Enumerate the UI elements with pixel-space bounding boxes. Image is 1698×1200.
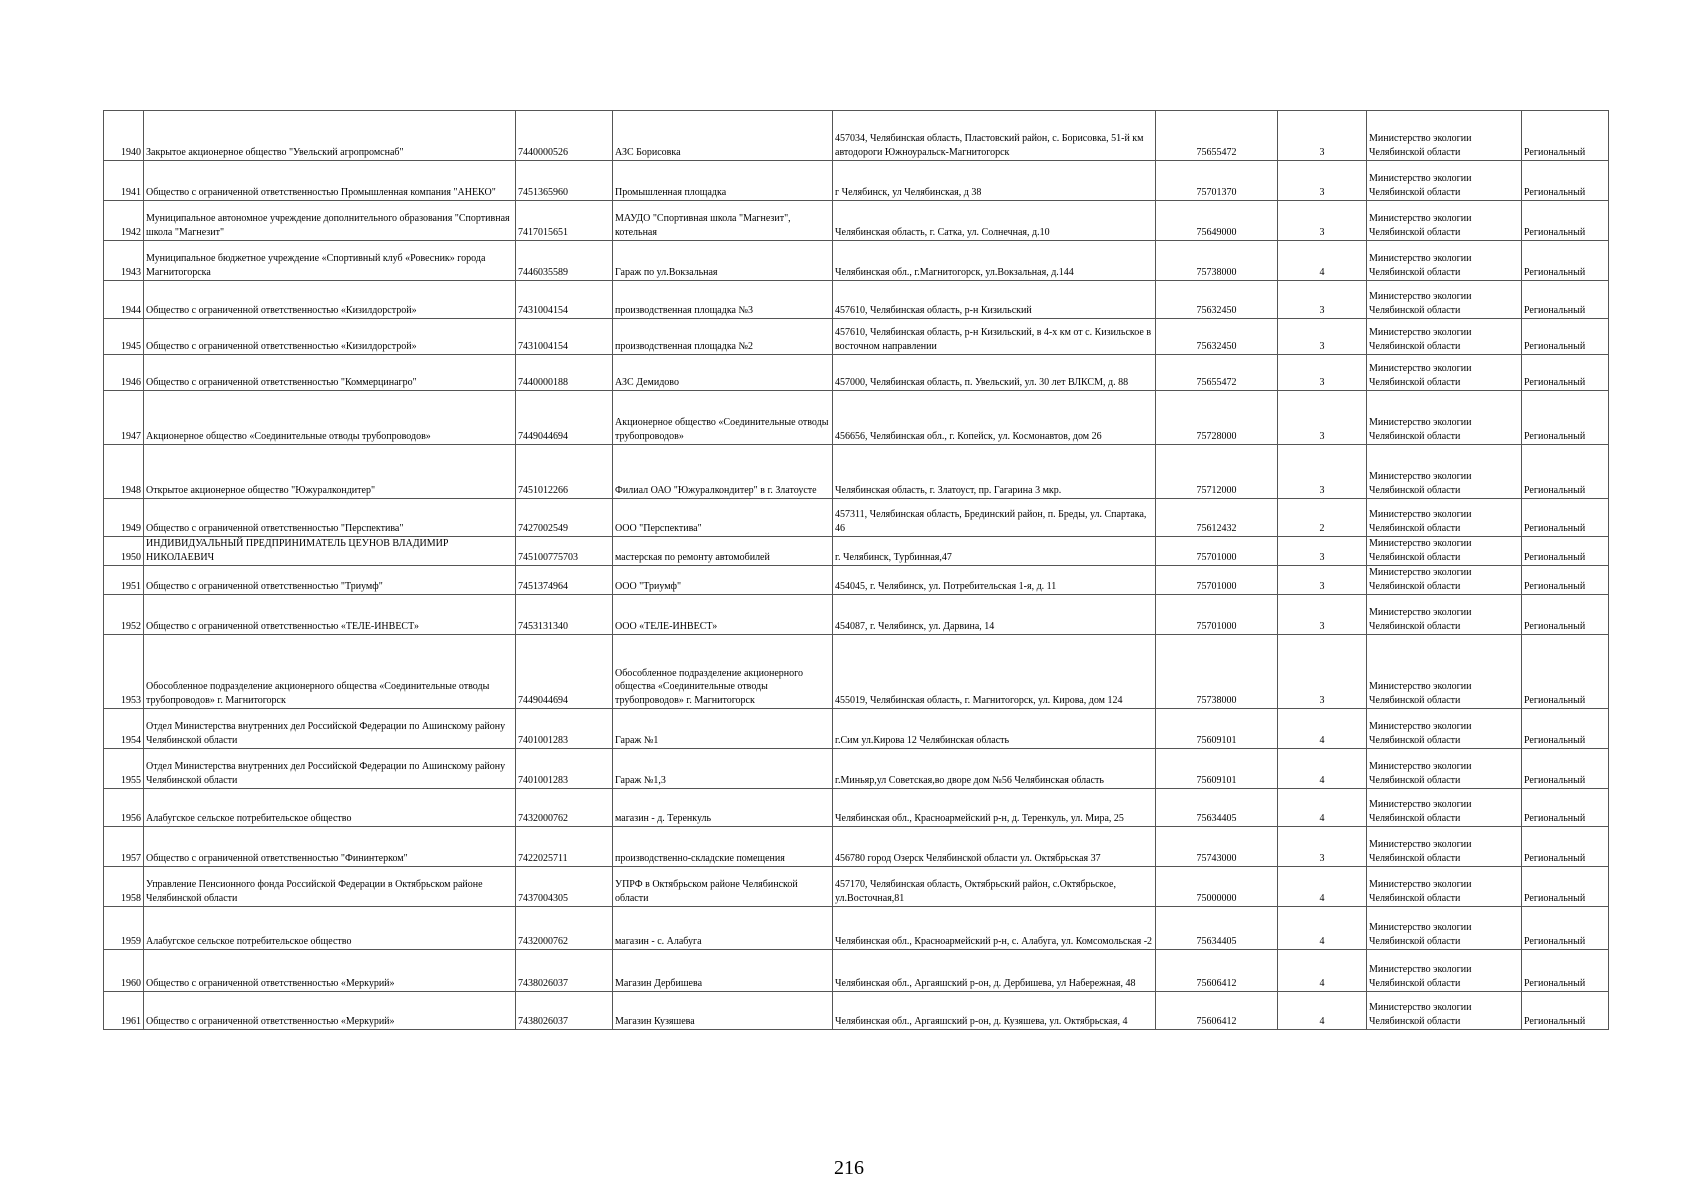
cell-supervision-type: Региональный — [1522, 161, 1609, 201]
cell-authority: Министерство экологии Челябинской области — [1367, 319, 1522, 355]
cell-object: магазин - с. Алабуга — [613, 907, 833, 950]
cell-category: 3 — [1278, 445, 1367, 499]
cell-address: Челябинская обл., Аргаяшский р-он, д. Кузяшева, ул. Октябрьская, 4 — [833, 992, 1156, 1030]
cell-category: 4 — [1278, 907, 1367, 950]
cell-number: 1943 — [104, 241, 144, 281]
cell-supervision-type: Региональный — [1522, 566, 1609, 595]
table-row — [104, 907, 1609, 950]
cell-number: 1957 — [104, 827, 144, 867]
cell-organization: Общество с ограниченной ответственностью «ТЕЛЕ-ИНВЕСТ» — [144, 595, 516, 635]
table-row — [104, 161, 1609, 201]
cell-authority: Министерство экологии Челябинской области — [1367, 355, 1522, 391]
table-row — [104, 355, 1609, 391]
cell-category: 4 — [1278, 867, 1367, 907]
cell-object: Гараж №1 — [613, 709, 833, 749]
cell-oktmo: 75634405 — [1156, 789, 1278, 827]
cell-supervision-type: Региональный — [1522, 789, 1609, 827]
cell-category: 3 — [1278, 161, 1367, 201]
cell-number: 1955 — [104, 749, 144, 789]
table-row — [104, 789, 1609, 827]
cell-supervision-type: Региональный — [1522, 355, 1609, 391]
cell-object: ООО «ТЕЛЕ-ИНВЕСТ» — [613, 595, 833, 635]
table-row — [104, 241, 1609, 281]
cell-number: 1961 — [104, 992, 144, 1030]
table-row — [104, 709, 1609, 749]
cell-address: Челябинская обл., Красноармейский р-н, д. Теренкуль, ул. Мира, 25 — [833, 789, 1156, 827]
cell-authority: Министерство экологии Челябинской области — [1367, 749, 1522, 789]
cell-organization: Общество с ограниченной ответственностью "Триумф" — [144, 566, 516, 595]
cell-address: Челябинская обл., Красноармейский р-н, с. Алабуга, ул. Комсомольская -2 — [833, 907, 1156, 950]
cell-organization: Закрытое акционерное общество "Увельский агропромснаб" — [144, 111, 516, 161]
cell-inn: 7451374964 — [516, 566, 613, 595]
cell-oktmo: 75701000 — [1156, 566, 1278, 595]
cell-inn: 7431004154 — [516, 319, 613, 355]
cell-number: 1948 — [104, 445, 144, 499]
cell-object: магазин - д. Теренкуль — [613, 789, 833, 827]
cell-oktmo: 75701000 — [1156, 595, 1278, 635]
cell-oktmo: 75632450 — [1156, 281, 1278, 319]
cell-address: 455019, Челябинская область, г. Магнитогорск, ул. Кирова, дом 124 — [833, 635, 1156, 709]
cell-oktmo: 75649000 — [1156, 201, 1278, 241]
cell-authority: Министерство экологии Челябинской области — [1367, 445, 1522, 499]
registry-table-body — [104, 111, 1609, 1030]
cell-authority: Министерство экологии Челябинской области — [1367, 201, 1522, 241]
cell-inn: 7432000762 — [516, 907, 613, 950]
cell-number: 1946 — [104, 355, 144, 391]
cell-supervision-type: Региональный — [1522, 709, 1609, 749]
cell-category: 2 — [1278, 499, 1367, 537]
table-row — [104, 867, 1609, 907]
table-row — [104, 950, 1609, 992]
cell-oktmo: 75632450 — [1156, 319, 1278, 355]
cell-address: г. Челябинск, Турбинная,47 — [833, 537, 1156, 566]
cell-number: 1960 — [104, 950, 144, 992]
cell-oktmo: 75609101 — [1156, 709, 1278, 749]
cell-authority: Министерство экологии Челябинской области — [1367, 566, 1522, 595]
cell-category: 3 — [1278, 281, 1367, 319]
cell-organization: Общество с ограниченной ответственностью Промышленная компания "АНЕКО" — [144, 161, 516, 201]
cell-authority: Министерство экологии Челябинской области — [1367, 595, 1522, 635]
cell-category: 3 — [1278, 537, 1367, 566]
cell-object: производственная площадка №2 — [613, 319, 833, 355]
cell-category: 4 — [1278, 789, 1367, 827]
cell-object: мастерская по ремонту автомобилей — [613, 537, 833, 566]
cell-number: 1956 — [104, 789, 144, 827]
cell-organization: Отдел Министерства внутренних дел Российской Федерации по Ашинскому району Челябинской области — [144, 749, 516, 789]
cell-organization: Общество с ограниченной ответственностью "Фининтерком" — [144, 827, 516, 867]
cell-authority: Министерство экологии Челябинской области — [1367, 867, 1522, 907]
cell-object: Обособленное подразделение акционерного общества «Соединительные отводы трубопроводов» г. Магнитогорск — [613, 635, 833, 709]
cell-category: 4 — [1278, 709, 1367, 749]
cell-supervision-type: Региональный — [1522, 391, 1609, 445]
cell-address: 457311, Челябинская область, Брединский район, п. Бреды, ул. Спартака, 46 — [833, 499, 1156, 537]
cell-category: 3 — [1278, 201, 1367, 241]
page-number: 216 — [834, 1157, 864, 1179]
table-row — [104, 749, 1609, 789]
cell-organization: Муниципальное бюджетное учреждение «Спортивный клуб «Ровесник» города Магнитогорска — [144, 241, 516, 281]
cell-number: 1942 — [104, 201, 144, 241]
table-row — [104, 111, 1609, 161]
cell-authority: Министерство экологии Челябинской области — [1367, 907, 1522, 950]
cell-address: г.Миньяр,ул Советская,во дворе дом №56 Челябинская область — [833, 749, 1156, 789]
cell-category: 3 — [1278, 319, 1367, 355]
cell-inn: 7438026037 — [516, 992, 613, 1030]
cell-object: производственно-складские помещения — [613, 827, 833, 867]
table-row — [104, 445, 1609, 499]
cell-inn: 7440000526 — [516, 111, 613, 161]
cell-address: 454087, г. Челябинск, ул. Дарвина, 14 — [833, 595, 1156, 635]
cell-inn: 7449044694 — [516, 391, 613, 445]
cell-category: 3 — [1278, 595, 1367, 635]
cell-address: Челябинская область, г. Сатка, ул. Солнечная, д.10 — [833, 201, 1156, 241]
cell-supervision-type: Региональный — [1522, 111, 1609, 161]
cell-inn: 7401001283 — [516, 749, 613, 789]
cell-object: ООО "Триумф" — [613, 566, 833, 595]
cell-category: 3 — [1278, 566, 1367, 595]
cell-oktmo: 75612432 — [1156, 499, 1278, 537]
registry-table — [103, 110, 1609, 1030]
cell-object: производственная площадка №3 — [613, 281, 833, 319]
cell-oktmo: 75606412 — [1156, 992, 1278, 1030]
table-row — [104, 566, 1609, 595]
cell-authority: Министерство экологии Челябинской области — [1367, 992, 1522, 1030]
table-row — [104, 499, 1609, 537]
cell-category: 4 — [1278, 950, 1367, 992]
cell-organization: Общество с ограниченной ответственностью «Кизилдорстрой» — [144, 319, 516, 355]
cell-address: 457000, Челябинская область, п. Увельский, ул. 30 лет ВЛКСМ, д. 88 — [833, 355, 1156, 391]
cell-address: г.Сим ул.Кирова 12 Челябинская область — [833, 709, 1156, 749]
cell-object: Акционерное общество «Соединительные отводы трубопроводов» — [613, 391, 833, 445]
cell-supervision-type: Региональный — [1522, 445, 1609, 499]
cell-number: 1958 — [104, 867, 144, 907]
cell-inn: 7451365960 — [516, 161, 613, 201]
cell-authority: Министерство экологии Челябинской области — [1367, 827, 1522, 867]
cell-supervision-type: Региональный — [1522, 827, 1609, 867]
cell-inn: 7417015651 — [516, 201, 613, 241]
cell-inn: 7437004305 — [516, 867, 613, 907]
cell-authority: Министерство экологии Челябинской области — [1367, 537, 1522, 566]
cell-inn: 7440000188 — [516, 355, 613, 391]
cell-oktmo: 75634405 — [1156, 907, 1278, 950]
cell-number: 1944 — [104, 281, 144, 319]
cell-authority: Министерство экологии Челябинской области — [1367, 111, 1522, 161]
cell-oktmo: 75655472 — [1156, 111, 1278, 161]
cell-object: АЗС Борисовка — [613, 111, 833, 161]
cell-organization: Открытое акционерное общество "Южуралкондитер" — [144, 445, 516, 499]
cell-object: Магазин Дербишева — [613, 950, 833, 992]
cell-supervision-type: Региональный — [1522, 992, 1609, 1030]
cell-organization: Обособленное подразделение акционерного общества «Соединительные отводы трубопроводов» г. Магнитогорск — [144, 635, 516, 709]
cell-inn: 7422025711 — [516, 827, 613, 867]
cell-organization: Общество с ограниченной ответственностью «Кизилдорстрой» — [144, 281, 516, 319]
cell-supervision-type: Региональный — [1522, 749, 1609, 789]
cell-address: 457610, Челябинская область, р-н Кизильский — [833, 281, 1156, 319]
table-row — [104, 827, 1609, 867]
cell-organization: ИНДИВИДУАЛЬНЫЙ ПРЕДПРИНИМАТЕЛЬ ЦЕУНОВ ВЛАДИМИР НИКОЛАЕВИЧ — [144, 537, 516, 566]
cell-category: 3 — [1278, 111, 1367, 161]
cell-supervision-type: Региональный — [1522, 281, 1609, 319]
cell-inn: 7427002549 — [516, 499, 613, 537]
table-row — [104, 281, 1609, 319]
cell-address: 454045, г. Челябинск, ул. Потребительская 1-я, д. 11 — [833, 566, 1156, 595]
cell-number: 1953 — [104, 635, 144, 709]
cell-category: 4 — [1278, 749, 1367, 789]
table-row — [104, 635, 1609, 709]
cell-authority: Министерство экологии Челябинской области — [1367, 161, 1522, 201]
cell-supervision-type: Региональный — [1522, 907, 1609, 950]
table-row — [104, 595, 1609, 635]
cell-number: 1941 — [104, 161, 144, 201]
cell-object: Магазин Кузяшева — [613, 992, 833, 1030]
cell-organization: Общество с ограниченной ответственностью "Коммерцинагро" — [144, 355, 516, 391]
cell-inn: 745100775703 — [516, 537, 613, 566]
cell-category: 3 — [1278, 355, 1367, 391]
cell-object: Промышленная площадка — [613, 161, 833, 201]
cell-supervision-type: Региональный — [1522, 201, 1609, 241]
cell-supervision-type: Региональный — [1522, 499, 1609, 537]
cell-number: 1951 — [104, 566, 144, 595]
cell-address: Челябинская обл., г.Магнитогорск, ул.Вокзальная, д.144 — [833, 241, 1156, 281]
cell-category: 4 — [1278, 241, 1367, 281]
cell-organization: Акционерное общество «Соединительные отводы трубопроводов» — [144, 391, 516, 445]
cell-category: 3 — [1278, 827, 1367, 867]
cell-oktmo: 75712000 — [1156, 445, 1278, 499]
cell-oktmo: 75701370 — [1156, 161, 1278, 201]
cell-number: 1949 — [104, 499, 144, 537]
cell-authority: Министерство экологии Челябинской области — [1367, 281, 1522, 319]
cell-address: 456780 город Озерск Челябинской области ул. Октябрьская 37 — [833, 827, 1156, 867]
cell-address: Челябинская обл., Аргаяшский р-он, д. Дербишева, ул Набережная, 48 — [833, 950, 1156, 992]
cell-authority: Министерство экологии Челябинской области — [1367, 635, 1522, 709]
cell-number: 1952 — [104, 595, 144, 635]
cell-number: 1950 — [104, 537, 144, 566]
cell-category: 4 — [1278, 992, 1367, 1030]
cell-object: АЗС Демидово — [613, 355, 833, 391]
cell-authority: Министерство экологии Челябинской области — [1367, 499, 1522, 537]
cell-oktmo: 75738000 — [1156, 241, 1278, 281]
cell-supervision-type: Региональный — [1522, 595, 1609, 635]
table-row — [104, 319, 1609, 355]
cell-inn: 7453131340 — [516, 595, 613, 635]
cell-inn: 7446035589 — [516, 241, 613, 281]
cell-number: 1959 — [104, 907, 144, 950]
cell-authority: Министерство экологии Челябинской области — [1367, 789, 1522, 827]
cell-oktmo: 75000000 — [1156, 867, 1278, 907]
cell-address: 457610, Челябинская область, р-н Кизильский, в 4-х км от с. Кизильское в восточном направлении — [833, 319, 1156, 355]
cell-object: УПРФ в Октябрьском районе Челябинской области — [613, 867, 833, 907]
cell-supervision-type: Региональный — [1522, 950, 1609, 992]
cell-inn: 7438026037 — [516, 950, 613, 992]
cell-inn: 7451012266 — [516, 445, 613, 499]
cell-oktmo: 75701000 — [1156, 537, 1278, 566]
cell-organization: Общество с ограниченной ответственностью «Меркурий» — [144, 950, 516, 992]
cell-supervision-type: Региональный — [1522, 867, 1609, 907]
cell-organization: Муниципальное автономное учреждение дополнительного образования "Спортивная школа "Магнезит" — [144, 201, 516, 241]
cell-supervision-type: Региональный — [1522, 537, 1609, 566]
cell-number: 1940 — [104, 111, 144, 161]
cell-oktmo: 75606412 — [1156, 950, 1278, 992]
cell-address: г Челябинск, ул Челябинская, д 38 — [833, 161, 1156, 201]
cell-organization: Общество с ограниченной ответственностью «Меркурий» — [144, 992, 516, 1030]
cell-object: Филиал ОАО "Южуралкондитер" в г. Златоусте — [613, 445, 833, 499]
cell-address: 457170, Челябинская область, Октябрьский район, с.Октябрьское, ул.Восточная,81 — [833, 867, 1156, 907]
cell-supervision-type: Региональный — [1522, 635, 1609, 709]
cell-inn: 7449044694 — [516, 635, 613, 709]
cell-oktmo: 75655472 — [1156, 355, 1278, 391]
cell-oktmo: 75728000 — [1156, 391, 1278, 445]
cell-oktmo: 75738000 — [1156, 635, 1278, 709]
cell-inn: 7431004154 — [516, 281, 613, 319]
cell-inn: 7401001283 — [516, 709, 613, 749]
cell-authority: Министерство экологии Челябинской области — [1367, 950, 1522, 992]
cell-authority: Министерство экологии Челябинской области — [1367, 241, 1522, 281]
cell-supervision-type: Региональный — [1522, 241, 1609, 281]
table-row — [104, 391, 1609, 445]
cell-number: 1947 — [104, 391, 144, 445]
cell-supervision-type: Региональный — [1522, 319, 1609, 355]
cell-object: Гараж по ул.Вокзальная — [613, 241, 833, 281]
table-row — [104, 992, 1609, 1030]
cell-oktmo: 75609101 — [1156, 749, 1278, 789]
cell-organization: Отдел Министерства внутренних дел Российской Федерации по Ашинскому району Челябинской области — [144, 709, 516, 749]
cell-authority: Министерство экологии Челябинской области — [1367, 391, 1522, 445]
table-row — [104, 201, 1609, 241]
cell-organization: Алабугское сельское потребительское общество — [144, 789, 516, 827]
cell-object: Гараж №1,3 — [613, 749, 833, 789]
cell-number: 1945 — [104, 319, 144, 355]
cell-organization: Алабугское сельское потребительское общество — [144, 907, 516, 950]
cell-authority: Министерство экологии Челябинской области — [1367, 709, 1522, 749]
cell-category: 3 — [1278, 391, 1367, 445]
table-row — [104, 537, 1609, 566]
cell-object: МАУДО "Спортивная школа "Магнезит", котельная — [613, 201, 833, 241]
cell-organization: Общество с ограниченной ответственностью "Перспектива" — [144, 499, 516, 537]
cell-address: Челябинская область, г. Златоуст, пр. Гагарина 3 мкр. — [833, 445, 1156, 499]
cell-address: 457034, Челябинская область, Пластовский район, с. Борисовка, 51-й км автодороги Южноуральск-Магнитогорск — [833, 111, 1156, 161]
cell-number: 1954 — [104, 709, 144, 749]
cell-address: 456656, Челябинская обл., г. Копейск, ул. Космонавтов, дом 26 — [833, 391, 1156, 445]
cell-category: 3 — [1278, 635, 1367, 709]
cell-organization: Управление Пенсионного фонда Российской Федерации в Октябрьском районе Челябинской области — [144, 867, 516, 907]
cell-inn: 7432000762 — [516, 789, 613, 827]
cell-oktmo: 75743000 — [1156, 827, 1278, 867]
cell-object: ООО "Перспектива" — [613, 499, 833, 537]
